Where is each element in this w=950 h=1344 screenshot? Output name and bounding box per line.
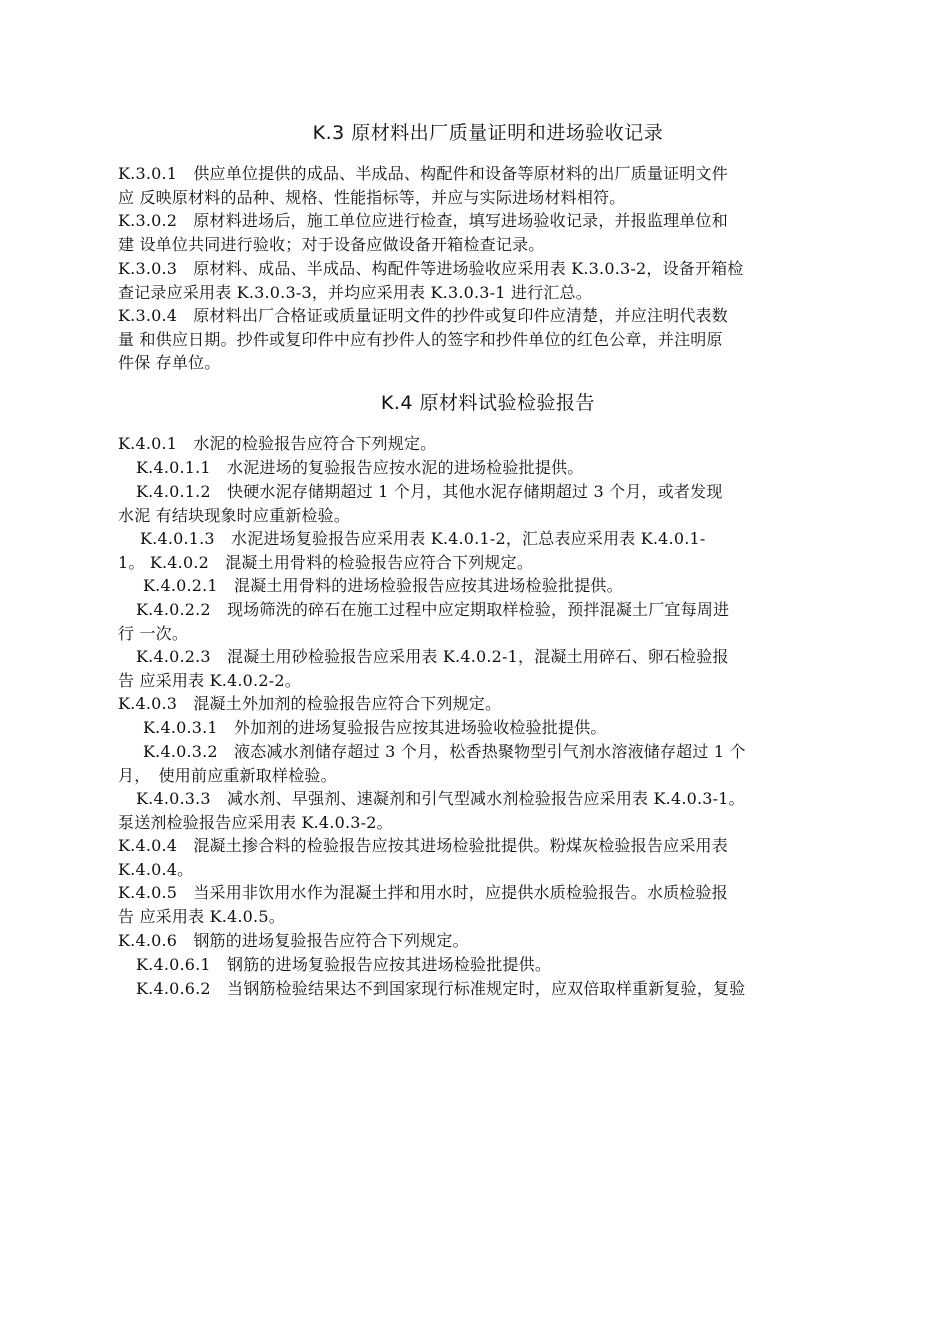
clause-k4033 [118,787,858,834]
clause-k4061 [118,953,858,977]
clause-k403 [118,692,858,716]
clause-line: K.4.0.3.2 液态减水剂储存超过 3 个月，松香热聚物型引气剂水溶液储存超过 1 个 [143,742,746,761]
clause-line: 查记录应采用表 K.3.0.3-3，并均应采用表 K.3.0.3-1 进行汇总。 [118,282,592,302]
clause-line: 水泥 有结块现象时应重新检验。 [118,505,351,525]
clause-line: 告 应采用表 K.4.0.2-2。 [118,670,301,690]
clause-line: K.3.0.2 原材料进场后，施工单位应进行检查，填写进场验收记录，并报监理单位和 [118,211,728,230]
clause-line: K.4.0.1 水泥的检验报告应符合下列规定。 [118,434,437,453]
clause-line: K.4.0.3.3 减水剂、早强剂、速凝剂和引气型减水剂检验报告应采用表 K.4.0.3-1。 [136,789,745,808]
clause-line: K.3.0.4 原材料出厂合格证或质量证明文件的抄件或复印件应清楚，并应注明代表数 [118,306,728,325]
clause-k405 [118,881,858,928]
clause-line: 件保 存单位。 [118,353,221,373]
clause-line: K.4.0.2.2 现场筛洗的碎石在施工过程中应定期取样检验，预拌混凝土厂宜每周进 [136,600,730,619]
section-heading-k4: K.4 原材料试验检验报告 [380,392,596,414]
clause-line: K.4.0.6.1 钢筋的进场复验报告应按其进场检验批提供。 [136,955,552,974]
clause-k303 [118,257,858,304]
clause-k4032 [118,740,858,787]
clause-k304 [118,304,858,375]
clause-line: K.4.0.1.3 水泥进场复验报告应采用表 K.4.0.1-2，汇总表应采用表 K.4.0.1- [140,529,706,548]
clause-line: K.4.0.5 当采用非饮用水作为混凝土拌和用水时，应提供水质检验报告。水质检验报 [118,883,728,902]
clause-line: 1。 K.4.0.2 混凝土用骨料的检验报告应符合下列规定。 [118,552,534,572]
clause-line: K.4.0.3.1 外加剂的进场复验报告应按其进场验收检验批提供。 [143,718,607,737]
clause-k401 [118,432,858,456]
clause-line: K.4.0.2.3 混凝土用砂检验报告应采用表 K.4.0.2-1，混凝土用碎石、卵石检验报 [136,647,729,666]
clause-line: K.4.0.4 混凝土掺合料的检验报告应按其进场检验批提供。粉煤灰检验报告应采用表 [118,836,728,855]
clause-k302 [118,209,858,256]
clause-line: K.4.0.3 混凝土外加剂的检验报告应符合下列规定。 [118,694,502,713]
clause-line: K.4.0.6.2 当钢筋检验结果达不到国家现行标准规定时，应双倍取样重新复验，复验 [136,979,746,998]
clause-line: 告 应采用表 K.4.0.5。 [118,906,285,926]
clause-k4012 [118,480,858,527]
clause-line: K.3.0.1 供应单位提供的成品、半成品、构配件和设备等原材料的出厂质量证明文件 [118,164,728,183]
clause-k4022 [118,598,858,645]
clause-line: K.4.0.1.2 快硬水泥存储期超过 1 个月，其他水泥存储期超过 3 个月，或者发现 [136,482,723,501]
clause-line: 行 一次。 [118,623,189,643]
section-heading-k3: K.3 原材料出厂质量证明和进场验收记录 [312,122,664,144]
clause-k404 [118,834,858,881]
clause-line: K.4.0.1.1 水泥进场的复验报告应按水泥的进场检验批提供。 [136,458,584,477]
clause-k4031 [118,716,858,740]
clause-line: 量 和供应日期。抄件或复印件中应有抄件人的签字和抄件单位的红色公章，并注明原 [118,329,723,349]
clause-line: 泵送剂检验报告应采用表 K.4.0.3-2。 [118,812,393,832]
clause-k406 [118,929,858,953]
clause-line: 应 反映原材料的品种、规格、性能指标等，并应与实际进场材料相符。 [118,187,626,207]
clause-k4013 [118,527,858,574]
clause-line: K.3.0.3 原材料、成品、半成品、构配件等进场验收应采用表 K.3.0.3-2，设备开箱检 [118,259,744,278]
clause-k4011 [118,456,858,480]
clause-k301 [118,162,858,209]
clause-line: K.4.0.2.1 混凝土用骨料的进场检验报告应按其进场检验批提供。 [143,576,623,595]
clause-k4021 [118,574,858,598]
clause-line: 月， 使用前应重新取样检验。 [118,765,337,785]
clause-k4062 [118,977,858,1001]
clause-line: K.4.0.6 钢筋的进场复验报告应符合下列规定。 [118,931,469,950]
clause-line: K.4.0.4。 [118,859,194,879]
clause-k4023 [118,645,858,692]
clause-line: 建 设单位共同进行验收；对于设备应做设备开箱检查记录。 [118,234,545,254]
